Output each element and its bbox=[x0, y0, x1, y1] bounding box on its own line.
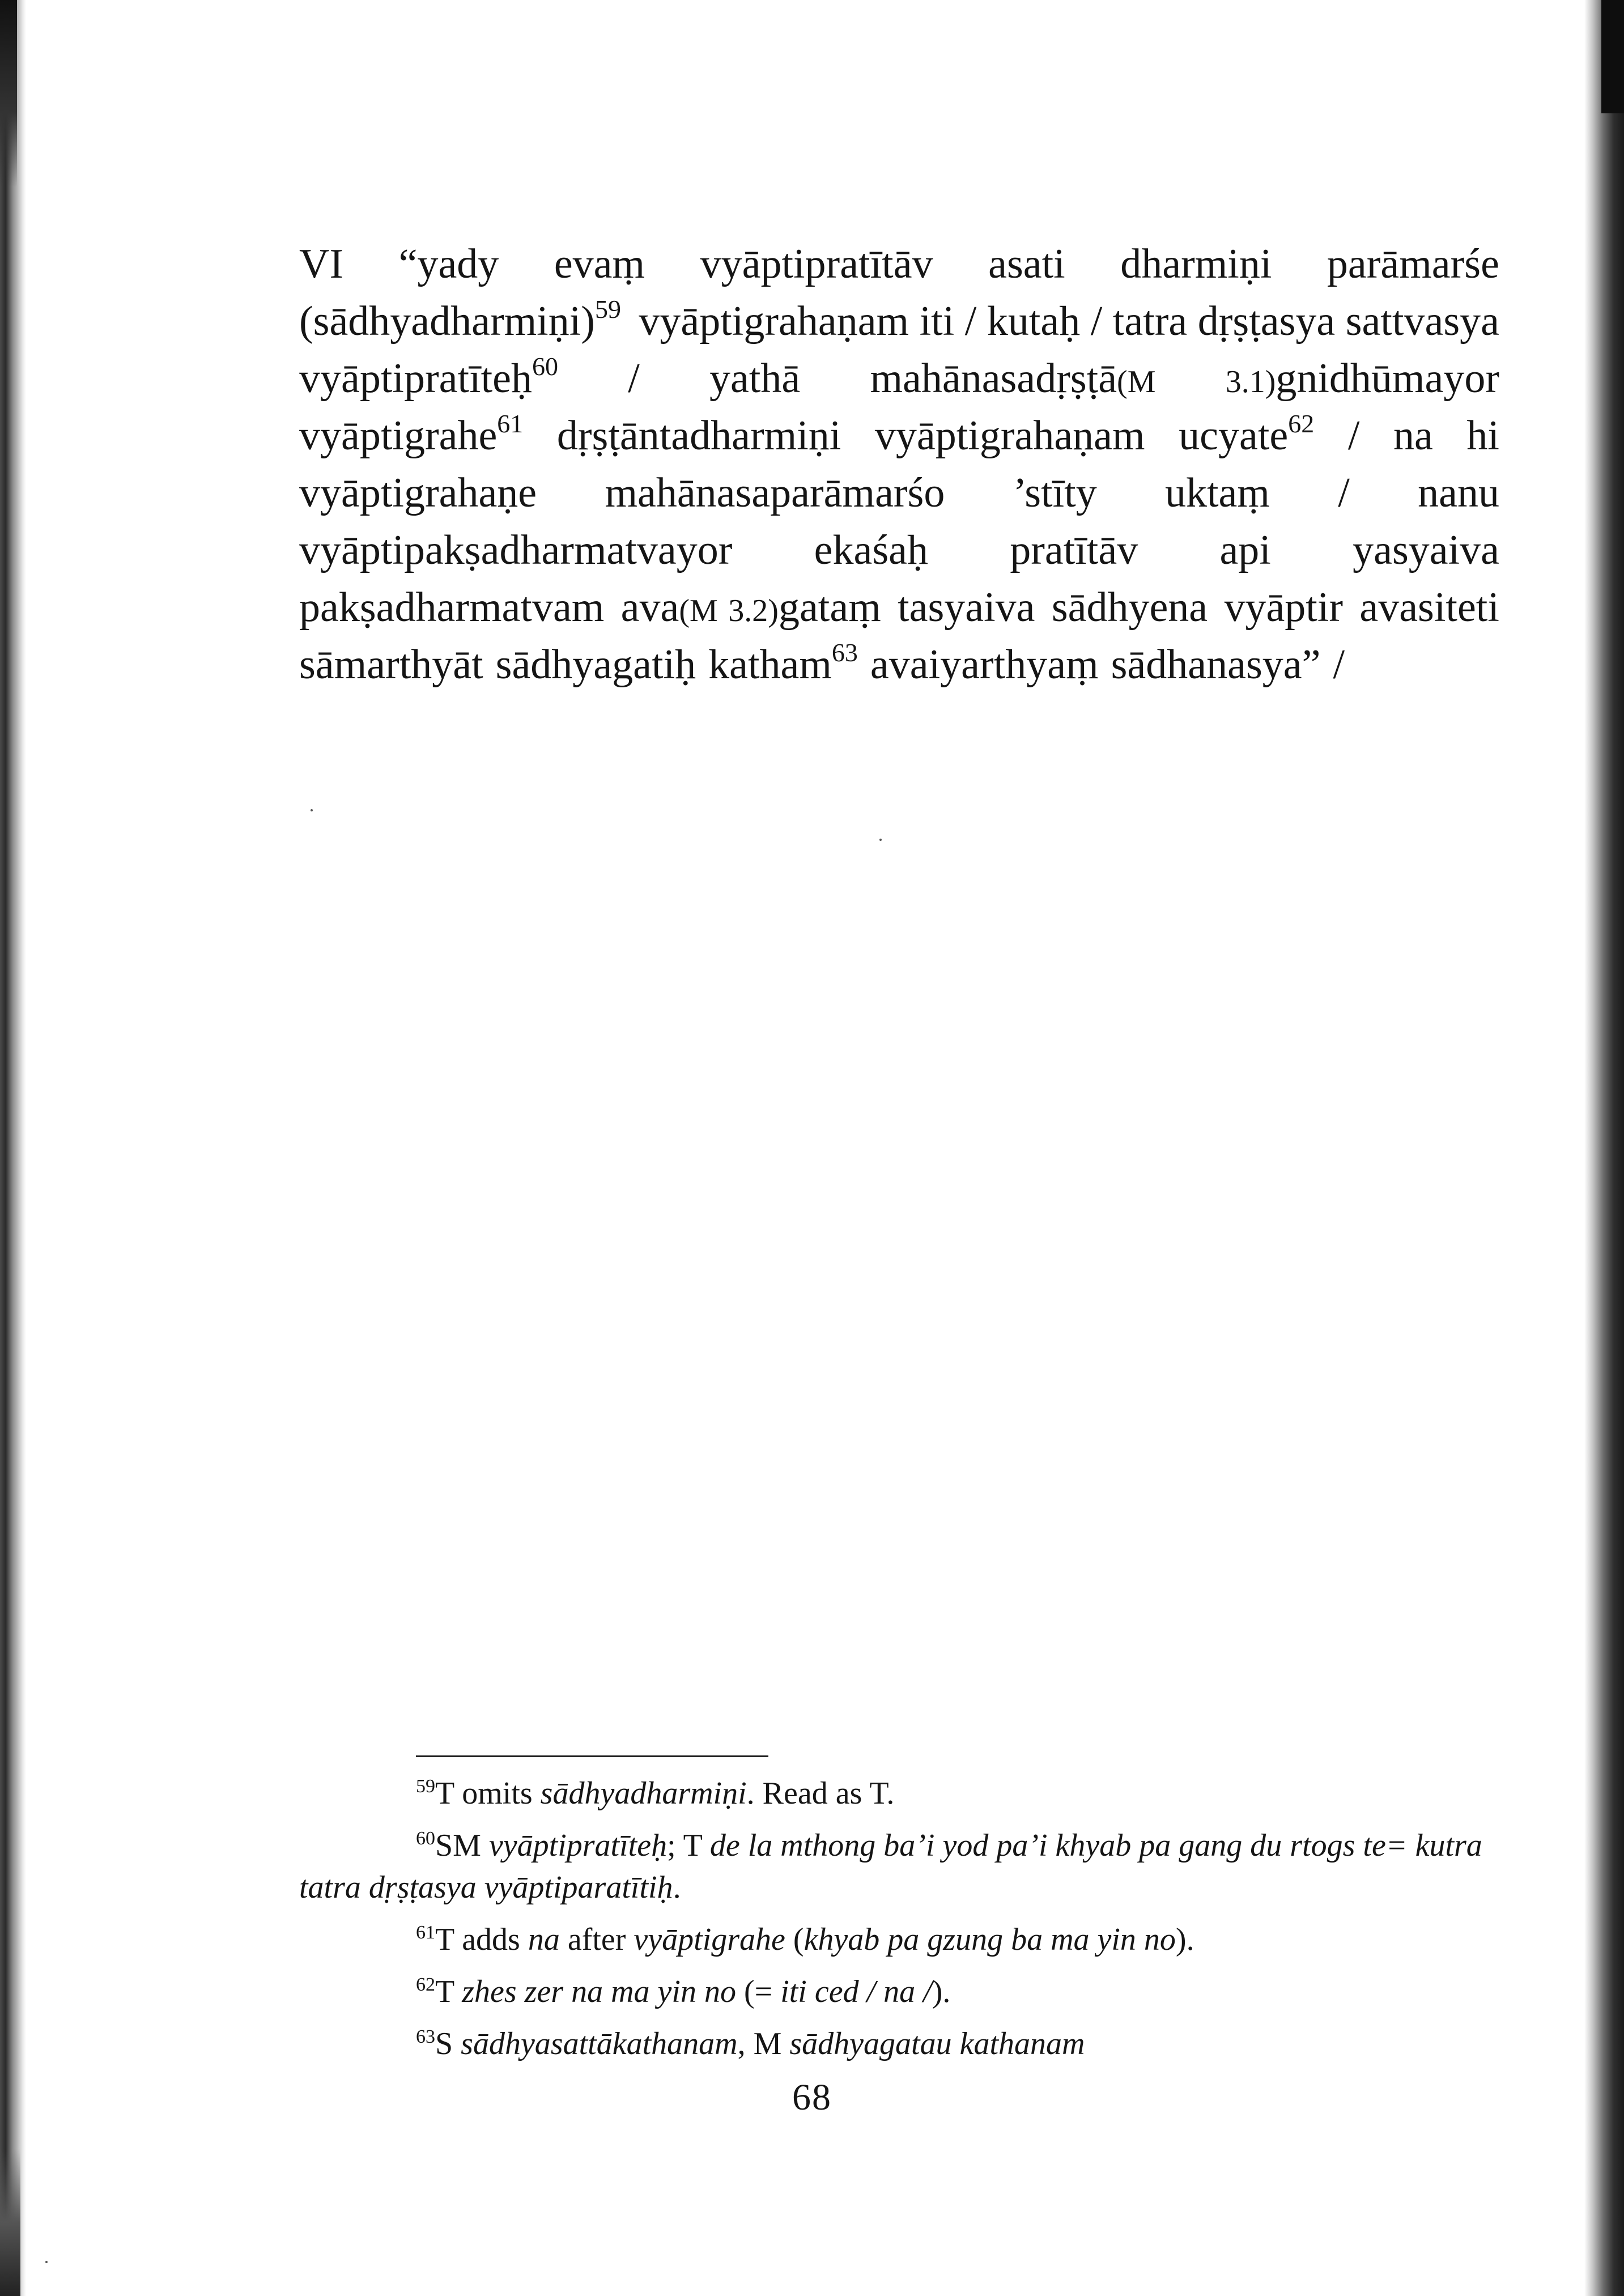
word-with-footnote bbox=[299, 350, 558, 407]
footnote-separator bbox=[416, 1755, 768, 1757]
word: api bbox=[1219, 527, 1271, 573]
footnote-italic: sādhyagatau kathanam bbox=[789, 2026, 1085, 2061]
footnote-ref-60[interactable]: 60 bbox=[532, 352, 558, 381]
word: (sādhyadharmiṇi) bbox=[299, 298, 595, 345]
footnote-63 bbox=[299, 2023, 1499, 2065]
scan-edge-right bbox=[1584, 0, 1624, 2296]
footnote-text: after bbox=[559, 1922, 634, 1957]
footnote-italic: vyāptipratīteḥ bbox=[488, 1828, 668, 1863]
scan-speck bbox=[45, 2261, 48, 2263]
footnote-text: (= bbox=[736, 1974, 781, 2009]
word: vyāptigrahaṇe bbox=[299, 470, 537, 516]
footnote-italic: sādhyadharmiṇi bbox=[540, 1776, 747, 1811]
word: pakṣadharmatvam bbox=[299, 584, 605, 631]
footnote-text: T omits bbox=[435, 1776, 541, 1811]
text-line-1 bbox=[299, 236, 1499, 293]
word: yasyaiva bbox=[1353, 527, 1499, 573]
page-number: 68 bbox=[792, 2077, 832, 2118]
word: mahānasadṛṣṭā bbox=[870, 355, 1117, 402]
word: avasiteti bbox=[1359, 584, 1499, 631]
footnote-italic: sādhyasattākathanam bbox=[461, 2026, 738, 2061]
footnote-number: 60 bbox=[416, 1828, 435, 1849]
word: dṛṣṭāntadharmiṇi bbox=[556, 413, 841, 459]
ms-marker: 3.1) bbox=[1225, 364, 1276, 399]
word: tasyaiva bbox=[898, 584, 1035, 631]
word: vyāptipratīteḥ bbox=[299, 355, 532, 402]
footnote-59 bbox=[299, 1772, 1499, 1814]
scan-speck bbox=[311, 809, 313, 811]
word: gnidhūmayor bbox=[1276, 355, 1499, 402]
text-run: vyāptigrahaṇam iti / kutaḥ / tatra dṛṣṭasya sattvasya bbox=[639, 298, 1499, 345]
word: vyāptir bbox=[1224, 584, 1344, 631]
footnote-ref-59[interactable]: 59 bbox=[594, 295, 621, 324]
footnote-62 bbox=[299, 1971, 1499, 2013]
word: “yady bbox=[398, 241, 499, 287]
slash: / bbox=[1347, 413, 1360, 459]
slash: / bbox=[1338, 470, 1350, 516]
word-with-marker bbox=[1226, 350, 1499, 407]
word: vyāptipakṣadharmatvayor bbox=[299, 527, 733, 573]
word: yathā bbox=[709, 355, 801, 402]
footnote-text: ( bbox=[785, 1922, 804, 1957]
footnote-line-2 bbox=[299, 1866, 1499, 1908]
footnote-text: T bbox=[435, 1974, 462, 2009]
footnote-text: S bbox=[435, 2026, 461, 2061]
word: parāmarśe bbox=[1327, 241, 1499, 287]
scan-edge-right-top bbox=[1601, 0, 1624, 113]
slash: / bbox=[628, 355, 640, 402]
text-line-7 bbox=[299, 579, 1499, 636]
footnote-60 bbox=[299, 1825, 1499, 1908]
footnote-italic: khyab pa gzung ba ma yin no bbox=[804, 1922, 1176, 1957]
scan-edge-left-bottom bbox=[0, 2149, 20, 2296]
scan-speck bbox=[879, 839, 882, 841]
footnote-italic: vyāptigrahe bbox=[634, 1922, 785, 1957]
word: sādhyena bbox=[1051, 584, 1208, 631]
word: katham bbox=[708, 641, 832, 688]
word: mahānasaparāmarśo bbox=[605, 470, 945, 516]
text-line-8 bbox=[299, 636, 1499, 694]
word: ekaśaḥ bbox=[814, 527, 928, 573]
slash: / bbox=[1333, 641, 1345, 688]
word: evaṃ bbox=[554, 241, 645, 287]
text-line-3 bbox=[299, 350, 1499, 407]
footnote-italic: zhes zer na ma yin no bbox=[462, 1974, 736, 2009]
ms-marker: 3.2) bbox=[728, 593, 779, 628]
word-with-marker bbox=[870, 350, 1155, 407]
word-with-footnote bbox=[299, 407, 523, 465]
footnote-ref-61[interactable]: 61 bbox=[497, 409, 524, 438]
word: na bbox=[1393, 413, 1433, 459]
word: nanu bbox=[1418, 470, 1499, 516]
footnote-italic: iti ced / na / bbox=[780, 1974, 932, 2009]
word: vyāptipratītāv bbox=[700, 241, 933, 287]
section-number: VI bbox=[299, 241, 344, 287]
main-paragraph bbox=[299, 236, 1499, 694]
footnote-italic: tatra dṛṣṭasya vyāptiparatītiḥ bbox=[299, 1870, 673, 1905]
scan-edge-left bbox=[0, 0, 26, 2296]
word: ucyate bbox=[1179, 413, 1289, 459]
word-with-footnote bbox=[1179, 407, 1314, 465]
footnote-number: 63 bbox=[416, 2026, 435, 2047]
footnote-number: 61 bbox=[416, 1922, 435, 1943]
footnote-text: ). bbox=[932, 1974, 951, 2009]
word: sādhyagatiḥ bbox=[495, 641, 696, 688]
text-line-5 bbox=[299, 465, 1499, 522]
word: sādhanasya” bbox=[1111, 641, 1321, 688]
footnotes bbox=[299, 1772, 1499, 2075]
footnote-ref-63[interactable]: 63 bbox=[831, 638, 858, 667]
footnote-text: , M bbox=[737, 2026, 790, 2061]
word: vyāptigrahe bbox=[299, 413, 498, 459]
text-line-4 bbox=[299, 407, 1499, 465]
scan-edge-left-top bbox=[0, 0, 17, 187]
word: vyāptigrahaṇam bbox=[874, 413, 1145, 459]
word-with-footnote bbox=[708, 636, 858, 694]
footnote-text: T adds bbox=[435, 1922, 528, 1957]
word-with-footnote bbox=[299, 293, 621, 350]
footnote-italic: de la mthong ba’i yod pa’i khyab pa gang du rtogs te= kutra bbox=[709, 1828, 1482, 1863]
word-with-marker bbox=[621, 579, 881, 636]
word: ava bbox=[620, 584, 679, 631]
word: gataṃ bbox=[778, 584, 881, 631]
word: avaiyarthyaṃ bbox=[870, 641, 1099, 688]
footnote-text: SM bbox=[435, 1828, 489, 1863]
word: sāmarthyāt bbox=[299, 641, 483, 688]
word: dharmiṇi bbox=[1120, 241, 1272, 287]
word: hi bbox=[1466, 413, 1499, 459]
footnote-number: 59 bbox=[416, 1776, 435, 1797]
word: pratītāv bbox=[1010, 527, 1138, 573]
ms-marker: (M bbox=[679, 593, 718, 628]
footnote-number: 62 bbox=[416, 1974, 435, 1995]
footnote-italic: na bbox=[528, 1922, 560, 1957]
footnote-ref-62[interactable]: 62 bbox=[1288, 409, 1315, 438]
footnote-text: . bbox=[673, 1870, 681, 1905]
footnote-text: ; T bbox=[667, 1828, 710, 1863]
footnote-text: ). bbox=[1175, 1922, 1194, 1957]
text-line-2 bbox=[299, 293, 1499, 350]
word: asati bbox=[988, 241, 1065, 287]
footnote-text: . Read as T. bbox=[746, 1776, 895, 1811]
footnote-61 bbox=[299, 1919, 1499, 1961]
word: uktaṃ bbox=[1165, 470, 1270, 516]
text-line-6 bbox=[299, 522, 1499, 579]
ms-marker: (M bbox=[1117, 364, 1156, 399]
word: ’stīty bbox=[1013, 470, 1097, 516]
